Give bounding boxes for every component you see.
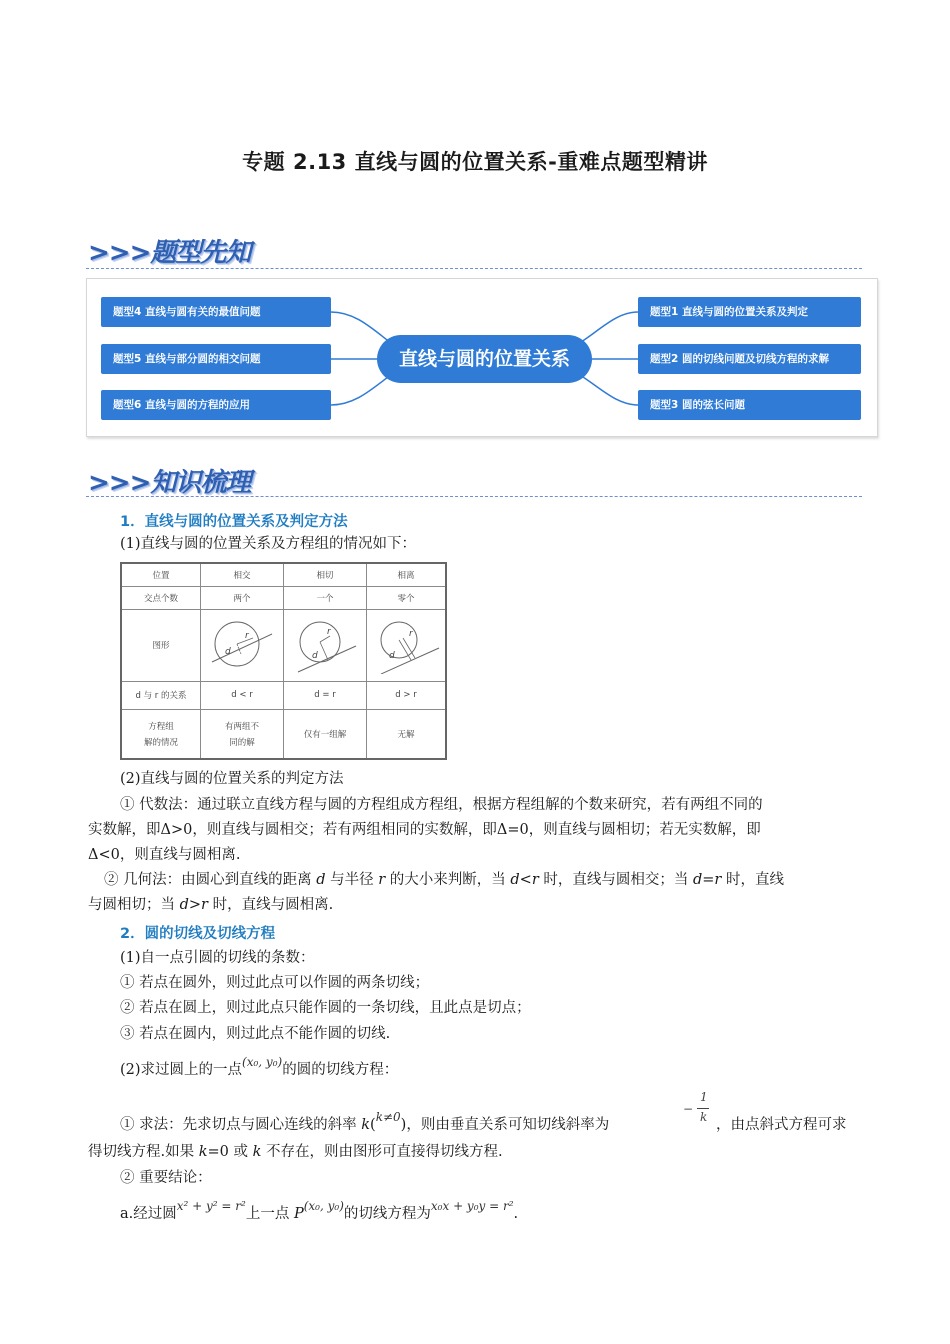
text: 的圆的切线方程：	[282, 1062, 399, 1078]
mind-map-node-type3: 题型3 圆的弦长问题	[638, 390, 861, 420]
table-cell-line: 有两组不	[224, 721, 259, 732]
math-tangent-eq: x₀x + y₀y = r²	[430, 1199, 514, 1213]
text: >0，则直线与圆相交；若有两组相同的实数解，即	[170, 822, 497, 838]
table-cell-line: 同的解	[229, 737, 255, 748]
mind-map-node-type6: 题型6 直线与圆的方程的应用	[101, 390, 331, 420]
table-header: 相离	[367, 563, 447, 586]
math-k-nonzero: k≠0	[375, 1110, 401, 1124]
table-cell: 仅有一组解	[284, 709, 367, 759]
paragraph-method-tail: ，由点斜式方程可求	[716, 1117, 847, 1133]
figure-label-r: r	[245, 630, 249, 641]
paragraph: ③ 若点在圆内，则过此点不能作圆的切线.	[120, 1026, 391, 1042]
paragraph: ② 若点在圆上，则过此点只能作圆的一条切线，且此点是切点；	[120, 1000, 531, 1016]
paragraph: ② 重要结论：	[120, 1170, 212, 1186]
text: )，则由垂直关系可知切线斜率为	[400, 1117, 610, 1133]
text: .	[513, 1206, 519, 1222]
text: 上一点	[245, 1206, 294, 1222]
table-cell: 图形	[121, 609, 201, 681]
var-k: k	[252, 1144, 262, 1160]
table-cell: 无解	[367, 709, 447, 759]
relation-table	[120, 562, 447, 760]
mind-map-center: 直线与圆的位置关系	[377, 335, 592, 383]
text: =0 或	[207, 1144, 253, 1160]
figure-label-d: d	[225, 646, 231, 657]
figure-label-r: r	[327, 626, 331, 637]
text: a.经过圆	[120, 1206, 177, 1222]
text: (2)求过圆上的一点	[120, 1062, 243, 1078]
text: ② 几何法：由圆心到直线的距离	[104, 872, 317, 888]
table-cell	[121, 709, 201, 759]
paragraph-algebra-line3	[88, 843, 240, 868]
paragraph-tangent-at-point	[120, 1055, 399, 1083]
frac-bar	[697, 1108, 709, 1109]
table-cell: 交点个数	[121, 586, 201, 609]
paragraph-method	[120, 1110, 610, 1138]
mind-map-node-type2: 题型2 圆的切线问题及切线方程的求解	[638, 344, 861, 374]
heading-1: 1．直线与圆的位置关系及判定方法	[120, 514, 348, 530]
table-cell-line: 解的情况	[143, 737, 178, 748]
var-P: P	[293, 1206, 304, 1222]
cond-gt: d>r	[179, 897, 208, 913]
delta-symbol: Δ	[88, 847, 99, 863]
mind-map-node-type5: 题型5 直线与部分圆的相交问题	[101, 344, 331, 374]
delta-symbol: Δ	[160, 822, 171, 838]
table-cell: d = r	[284, 681, 367, 709]
frac-denominator: k	[700, 1110, 708, 1124]
paragraph: ① 若点在圆外，则过此点可以作圆的两条切线；	[120, 975, 430, 991]
math-circle-eq: x² + y² = r²	[176, 1199, 246, 1213]
text: 时，直线	[721, 872, 784, 888]
text: 与圆相切；当	[88, 897, 180, 913]
paragraph: (1)自一点引圆的切线的条数：	[120, 950, 315, 966]
paragraph-geometry	[104, 868, 784, 893]
text: 得切线方程.如果	[88, 1144, 199, 1160]
figure-intersect	[201, 609, 284, 681]
figure-separate	[367, 609, 447, 681]
paragraph: (1)直线与圆的位置关系及方程组的情况如下：	[120, 536, 417, 552]
table-cell: d 与 r 的关系	[121, 681, 201, 709]
paragraph-conclusion-a	[120, 1199, 519, 1227]
var-k: k	[198, 1144, 208, 1160]
text: 与半径	[325, 872, 379, 888]
var-k: k	[361, 1117, 371, 1133]
paragraph-method-line2	[88, 1140, 503, 1165]
text: =0，则直线与圆相切；若无实数解，即	[507, 822, 761, 838]
text: 的切线方程为	[343, 1206, 431, 1222]
table-cell: 一个	[284, 586, 367, 609]
text: 的大小来判断，当	[385, 872, 511, 888]
table-header: 相交	[201, 563, 284, 586]
mind-map-node-type1: 题型1 直线与圆的位置关系及判定	[638, 297, 861, 327]
table-cell: 零个	[367, 586, 447, 609]
delta-symbol: Δ	[496, 822, 508, 838]
text: ① 求法：先求切点与圆心连线的斜率	[120, 1117, 362, 1133]
math-point: (x₀, y₀)	[303, 1199, 344, 1213]
figure-label-r: r	[409, 628, 413, 639]
cond-lt: d<r	[510, 872, 539, 888]
figure-tangent	[284, 609, 367, 681]
section-heading-question-types: >>>题型先知	[88, 238, 251, 268]
var-r: r	[378, 872, 386, 888]
text: (	[370, 1117, 376, 1133]
paragraph-algebra-line2	[88, 818, 761, 843]
mind-map	[86, 278, 878, 437]
frac-sign: −	[683, 1102, 694, 1116]
frac-numerator: 1	[700, 1090, 708, 1104]
page-title: 专题 2.13 直线与圆的位置关系-重难点题型精讲	[242, 150, 708, 174]
figure-label-d: d	[312, 650, 318, 661]
mind-map-node-type4: 题型4 直线与圆有关的最值问题	[101, 297, 331, 327]
section-heading-knowledge: >>>知识梳理	[88, 468, 251, 498]
heading-2: 2．圆的切线及切线方程	[120, 926, 276, 942]
text: 时，直线与圆相离.	[207, 897, 334, 913]
table-cell: 两个	[201, 586, 284, 609]
text: <0，则直线与圆相离.	[98, 847, 241, 863]
cond-eq: d=r	[692, 872, 722, 888]
section-divider	[86, 268, 862, 269]
text: 实数解，即	[88, 822, 161, 838]
text: 时，直线与圆相交；当	[538, 872, 693, 888]
table-cell: d > r	[367, 681, 447, 709]
text: 不存在，则由图形可直接得切线方程.	[261, 1144, 503, 1160]
table-header: 位置	[121, 563, 201, 586]
paragraph: (2)直线与圆的位置关系的判定方法	[120, 771, 344, 787]
section-divider	[86, 496, 862, 497]
figure-label-d: d	[389, 650, 395, 661]
math-point: (x₀, y₀)	[242, 1055, 283, 1069]
table-header: 相切	[284, 563, 367, 586]
table-cell: d < r	[201, 681, 284, 709]
paragraph-geometry-line2	[88, 893, 333, 918]
table-cell	[201, 709, 284, 759]
table-cell-line: 方程组	[148, 721, 174, 732]
paragraph-algebra: ① 代数法：通过联立直线方程与圆的方程组成方程组，根据方程组解的个数来研究，若有两组不同的	[120, 797, 763, 813]
var-d: d	[316, 872, 326, 888]
